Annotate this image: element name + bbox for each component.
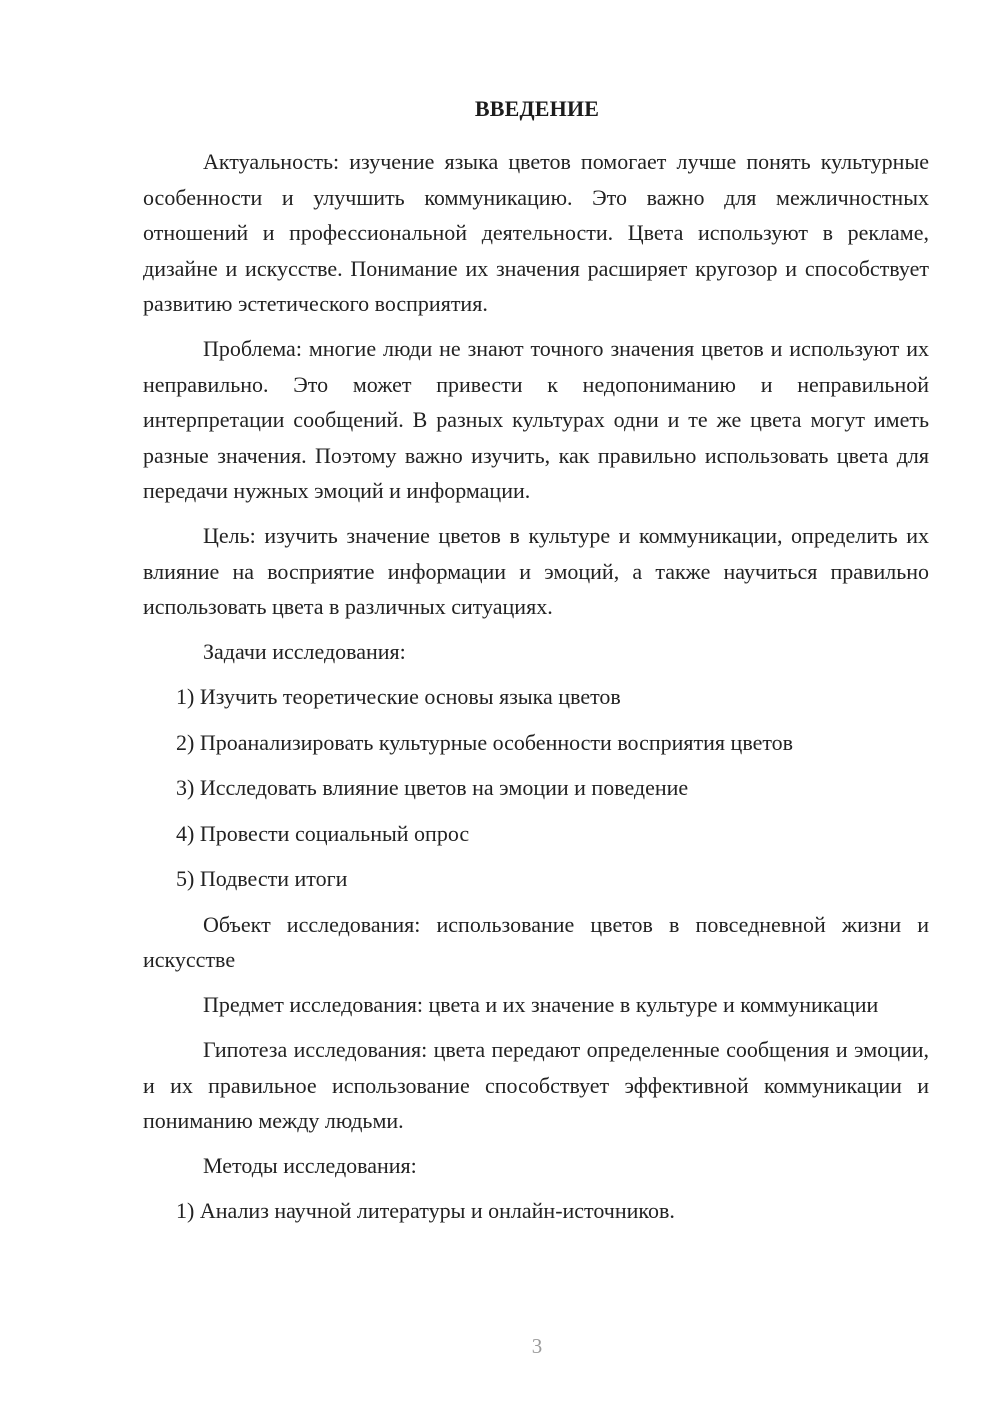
task-item: 1) Изучить теоретические основы языка цветов xyxy=(176,684,621,709)
method-item: 1) Анализ научной литературы и онлайн-источников. xyxy=(176,1198,675,1223)
task-item: 2) Проанализировать культурные особенности восприятия цветов xyxy=(176,729,794,755)
task-item: 5) Подвести итоги xyxy=(176,866,348,891)
subject-paragraph: Предмет исследования: цвета и их значение в культуре и коммуникации xyxy=(203,992,879,1017)
document-body xyxy=(143,144,929,1239)
relevance-paragraph: Актуальность: изучение языка цветов помогает лучше понять культурные особенности и улучшить коммуникацию. Это важно для межличностных отношений и профессиональной деятельности. Цвета используют в рекламе, дизайне и искусстве. Понимание их значения расширяет кругозор и способствует развитию эстетического восприятия. xyxy=(143,149,929,316)
tasks-heading: Задачи исследования: xyxy=(203,639,406,664)
goal-paragraph: Цель: изучить значение цветов в культуре и коммуникации, определить их влияние на восприятие информации и эмоций, а также научиться правильно использовать цвета в различных ситуациях. xyxy=(143,523,929,619)
object-paragraph: Объект исследования: использование цветов в повседневной жизни и искусстве xyxy=(143,911,929,972)
page-title: ВВЕДЕНИЕ xyxy=(474,96,600,121)
task-item: 4) Провести социальный опрос xyxy=(176,820,470,846)
task-item: 3) Исследовать влияние цветов на эмоции и поведение xyxy=(176,775,689,800)
methods-heading: Методы исследования: xyxy=(203,1153,417,1178)
hypothesis-paragraph: Гипотеза исследования: цвета передают определенные сообщения и эмоции, и их правильное использование способствует эффективной коммуникации и пониманию между людьми. xyxy=(143,1037,929,1133)
problem-paragraph: Проблема: многие люди не знают точного значения цветов и используют их неправильно. Это может привести к недопониманию и неправильной интерпретации сообщений. В разных культурах одни и те же цвета могут иметь разные значения. Поэтому важно изучить, как правильно использовать цвета для передачи нужных эмоций и информации. xyxy=(143,336,929,503)
page-number: 3 xyxy=(531,1334,543,1358)
